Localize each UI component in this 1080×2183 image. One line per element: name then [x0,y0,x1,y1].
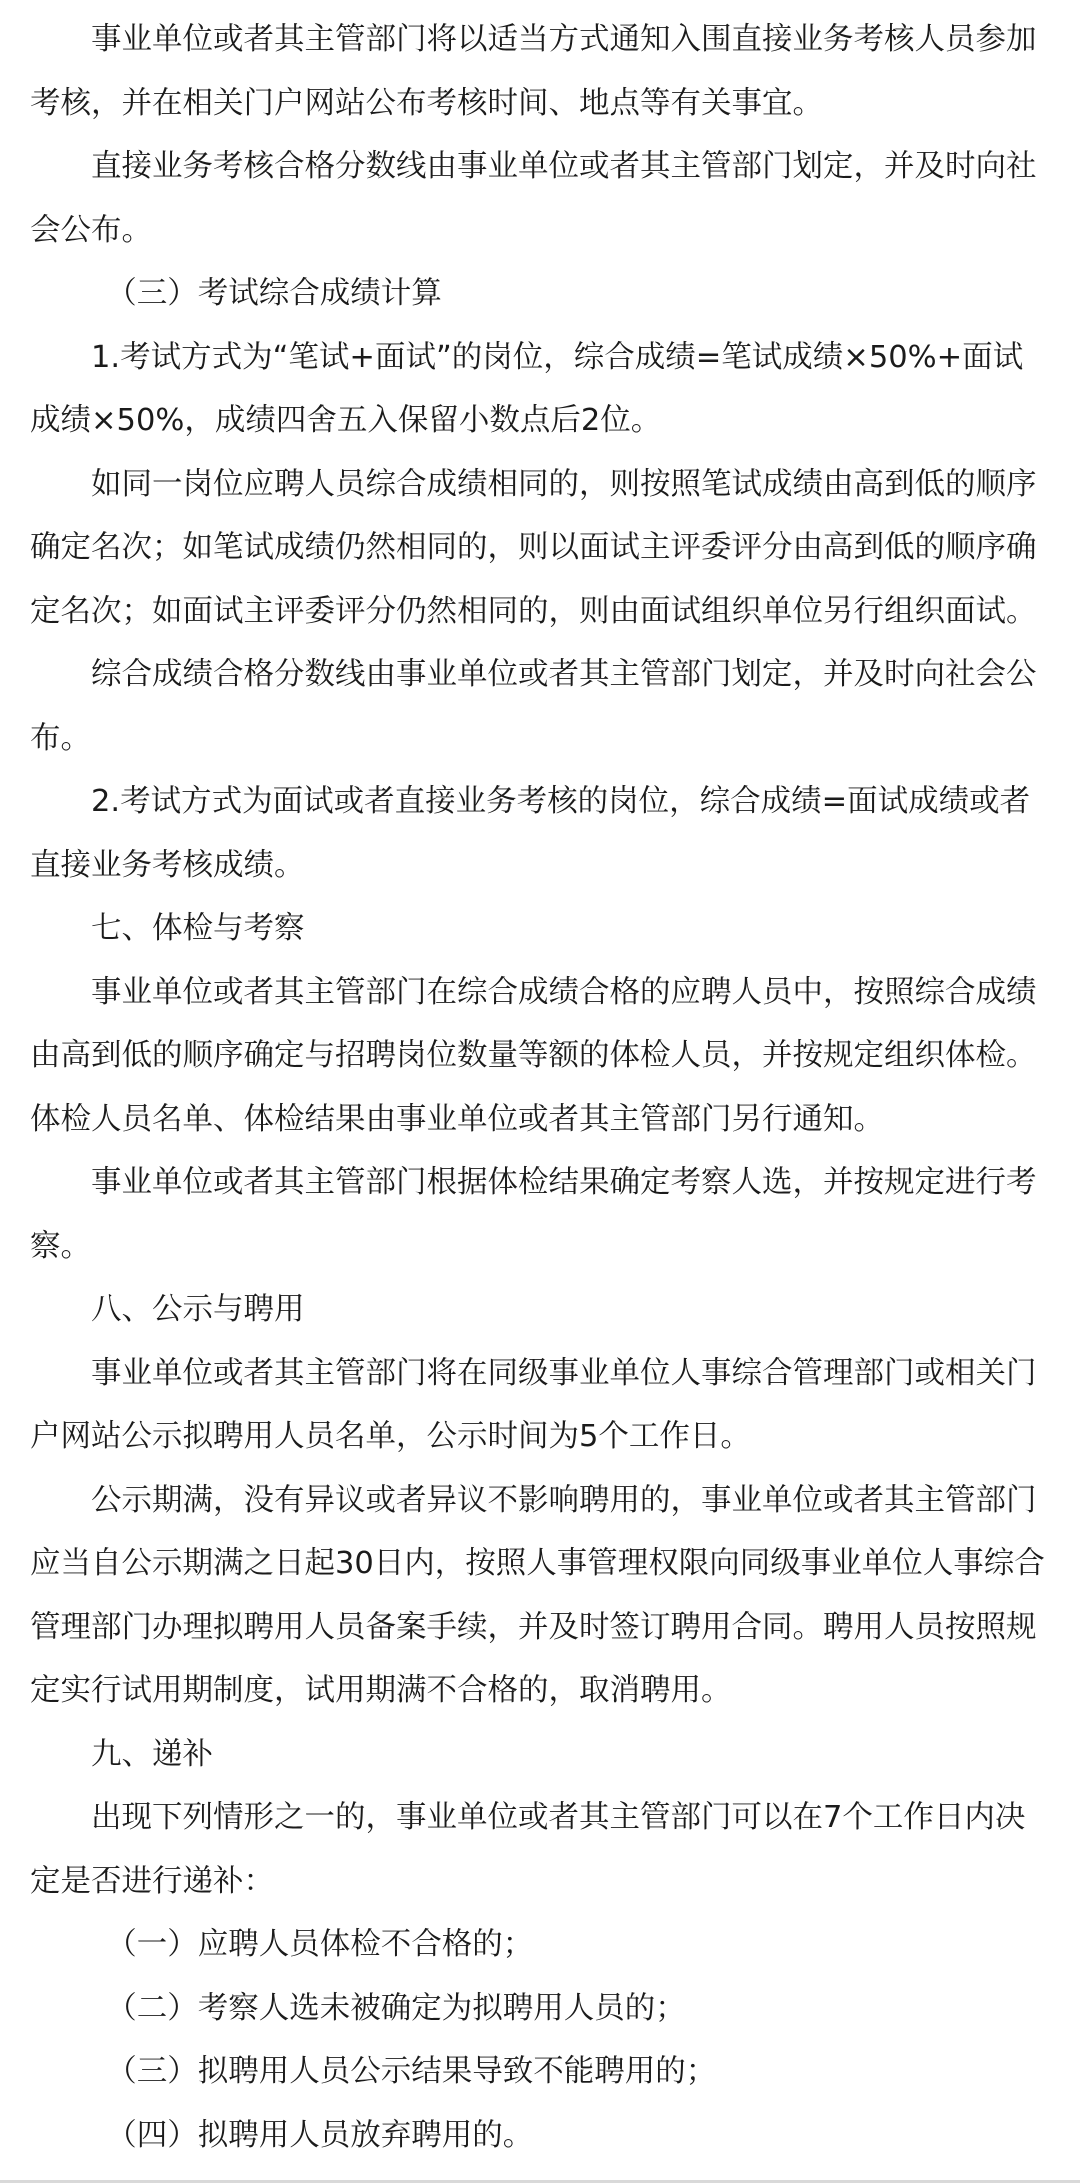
paragraph-exam-notice: 事业单位或者其主管部门将以适当方式通知入围直接业务考核人员参加考核，并在相关门户网站公布考核时间、地点等有关事宜。 [30,22,1037,121]
section-heading-score-calc: （三）考试综合成绩计算 [106,276,442,311]
paragraph-investigation: 事业单位或者其主管部门根据体检结果确定考察人选，并按规定进行考察。 [30,1165,1037,1264]
section-heading-8: 八、公示与聘用 [91,1292,305,1327]
paragraph-tie-rule: 如同一岗位应聘人员综合成绩相同的，则按照笔试成绩由高到低的顺序确定名次；如笔试成绩仍然相同的，则以面试主评委评分由高到低的顺序确定名次；如面试主评委评分仍然相同的，则由面试组织单位另行组织面试。 [30,466,1037,629]
list-item-4: （四）拟聘用人员放弃聘用的。 [106,2117,534,2153]
section-heading-7: 七、体检与考察 [91,911,305,946]
paragraph-pass-line: 直接业务考核合格分数线由事业单位或者其主管部门划定，并及时向社会公布。 [30,149,1037,248]
paragraph-replacement: 出现下列情形之一的，事业单位或者其主管部门可以在7个工作日内决定是否进行递补： [30,1800,1026,1899]
paragraph-employment: 公示期满，没有异议或者异议不影响聘用的，事业单位或者其主管部门应当自公示期满之日起30日内，按照人事管理权限向同级事业单位人事综合管理部门办理拟聘用人员备案手续，并及时签订聘用合同。聘用人员按照规定实行试用期制度，试用期满不合格的，取消聘用。 [30,1482,1045,1708]
list-item-2: （二）考察人选未被确定为拟聘用人员的； [106,1990,686,2026]
paragraph-score-formula-2: 2.考试方式为面试或者直接业务考核的岗位，综合成绩=面试成绩或者直接业务考核成绩。 [30,784,1031,883]
section-heading-9: 九、递补 [91,1736,213,1772]
paragraph-combined-pass-line: 综合成绩合格分数线由事业单位或者其主管部门划定，并及时向社会公布。 [30,657,1037,756]
paragraph-publicity: 事业单位或者其主管部门将在同级事业单位人事综合管理部门或相关门户网站公示拟聘用人员名单，公示时间为5个工作日。 [30,1355,1037,1454]
list-item-1: （一）应聘人员体检不合格的； [106,1927,534,1962]
list-item-3: （三）拟聘用人员公示结果导致不能聘用的； [106,2054,717,2089]
paragraph-medical-exam: 事业单位或者其主管部门在综合成绩合格的应聘人员中，按照综合成绩由高到低的顺序确定与招聘岗位数量等额的体检人员，并按规定组织体检。体检人员名单、体检结果由事业单位或者其主管部门另行通知。 [30,974,1037,1137]
paragraph-score-formula-1: 1.考试方式为“笔试+面试”的岗位，综合成绩=笔试成绩×50%+面试成绩×50%，成绩四舍五入保留小数点后2位。 [30,339,1024,438]
